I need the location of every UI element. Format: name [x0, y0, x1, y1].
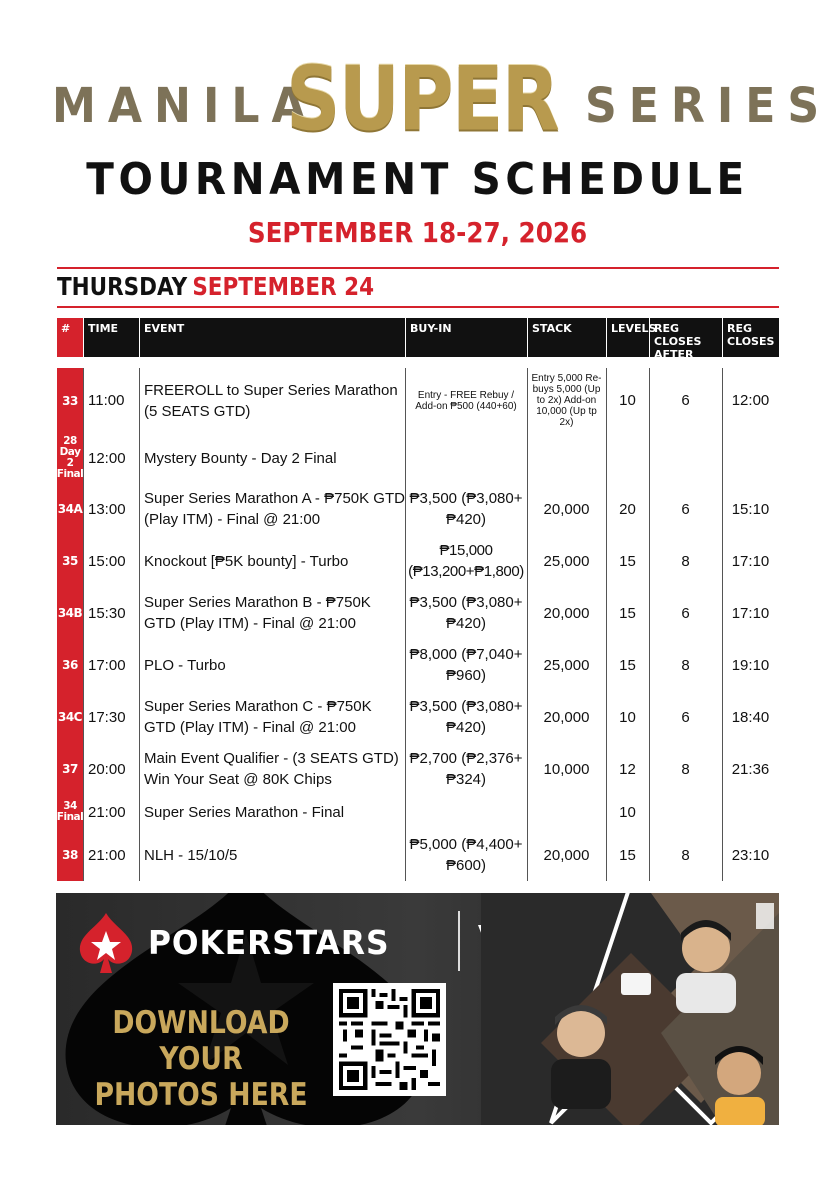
- event-number: 37: [62, 762, 78, 776]
- pokerstars-spade-icon: [76, 911, 136, 977]
- event-reg-closes: 21:36: [731, 760, 770, 778]
- col-header-reg-after-level: REG CLOSES AFTER LEVEL: [649, 318, 722, 357]
- qr-code[interactable]: [333, 983, 446, 1096]
- qr-code-icon: [339, 989, 440, 1090]
- pokerstars-logo: [76, 917, 476, 967]
- event-stack: [527, 433, 606, 483]
- event-levels: 15: [619, 846, 636, 864]
- day-heading: [57, 271, 374, 303]
- table-row: [57, 829, 779, 881]
- col-header-number: #: [57, 318, 83, 357]
- event-stack: 20,000: [543, 500, 590, 518]
- event-number: 34 Final: [56, 800, 84, 823]
- event-reg-after-level: 6: [681, 604, 690, 622]
- event-levels: 10: [619, 803, 636, 821]
- event-reg-after-level: 6: [681, 500, 690, 518]
- event-levels: 12: [619, 760, 636, 778]
- event-buyin: ₱2,700 (₱2,376+₱324): [409, 750, 523, 788]
- event-buyin: [405, 795, 527, 829]
- col-header-levels: LEVELS: [606, 318, 649, 357]
- event-stack: 25,000: [543, 656, 590, 674]
- table-row: [57, 483, 779, 535]
- player-face: [717, 1051, 761, 1095]
- event-reg-after-level: 8: [681, 656, 690, 674]
- brand-right-text: SERIES: [585, 78, 832, 134]
- col-header-event: EVENT: [139, 318, 405, 357]
- event-time: 17:30: [88, 708, 126, 726]
- event-time: 12:00: [88, 449, 126, 467]
- page-title: TOURNAMENT SCHEDULE: [86, 154, 749, 205]
- event-name: Super Series Marathon B - ₱750K GTD (Play ITM) - Final @ 21:00: [144, 594, 371, 632]
- event-reg-after-level: 6: [681, 708, 690, 726]
- table-row: [57, 639, 779, 691]
- schedule-table-header: [57, 318, 779, 374]
- series-dates: SEPTEMBER 18-27, 2026: [247, 216, 588, 249]
- event-reg-closes: 12:00: [731, 392, 770, 409]
- series-logo: [0, 47, 835, 160]
- event-name: PLO - Turbo: [144, 656, 226, 674]
- event-name: NLH - 15/10/5: [144, 846, 238, 864]
- event-reg-after-level: 8: [681, 552, 690, 570]
- col-header-buyin: BUY-IN: [405, 318, 527, 357]
- download-photos-text: DOWNLOAD YOUR PHOTOS HERE: [94, 1005, 308, 1113]
- event-stack: 20,000: [543, 846, 590, 864]
- table-row: [57, 535, 779, 587]
- event-name: Mystery Bounty - Day 2 Final: [144, 449, 337, 467]
- winner-photos-collage: [481, 893, 779, 1125]
- event-levels: 10: [619, 392, 636, 409]
- event-reg-closes: [722, 795, 779, 829]
- top-divider: [57, 267, 779, 269]
- event-stack: 20,000: [543, 604, 590, 622]
- event-time: 13:00: [88, 500, 126, 518]
- event-name: Main Event Qualifier - (3 SEATS GTD) Win Your Seat @ 80K Chips: [144, 750, 399, 788]
- event-reg-closes: 15:10: [731, 500, 770, 518]
- logo-divider: [458, 911, 460, 971]
- event-time: 11:00: [88, 392, 125, 409]
- event-reg-closes: [722, 433, 779, 483]
- event-reg-after-level: 8: [681, 846, 690, 864]
- schedule-table: [57, 368, 779, 881]
- event-stack: 20,000: [543, 708, 590, 726]
- brand-center-text: SUPER: [286, 47, 559, 151]
- event-name: Super Series Marathon - Final: [144, 803, 345, 821]
- event-time: 21:00: [88, 803, 126, 821]
- event-buyin: [405, 433, 527, 483]
- event-buyin: ₱3,500 (₱3,080+₱420): [409, 698, 523, 736]
- event-levels: [606, 433, 649, 483]
- event-number: 28 Day 2 Final: [56, 435, 84, 480]
- event-levels: 20: [619, 500, 636, 518]
- col-header-reg-closes: REG CLOSES: [722, 318, 779, 357]
- event-reg-closes: 19:10: [731, 656, 770, 674]
- event-number: 34C: [57, 710, 82, 724]
- event-name: Super Series Marathon A - ₱750K GTD (Play ITM) - Final @ 21:00: [144, 490, 405, 528]
- col-header-time: TIME: [83, 318, 139, 357]
- event-buyin: ₱3,500 (₱3,080+₱420): [409, 594, 523, 632]
- event-levels: 15: [619, 656, 636, 674]
- event-stack: Entry 5,000 Re-buys 5,000 (Up to 2x) Add-on 10,000 (Up tp 2x): [531, 373, 602, 428]
- event-levels: 15: [619, 552, 636, 570]
- event-time: 21:00: [88, 846, 126, 864]
- table-row: [57, 691, 779, 743]
- event-buyin: ₱5,000 (₱4,400+₱600): [409, 836, 523, 874]
- event-number: 33: [62, 393, 78, 408]
- day-weekday: THURSDAY: [57, 272, 188, 301]
- table-row: [57, 795, 779, 829]
- event-levels: 10: [619, 708, 636, 726]
- brand-left-text: MANILA: [52, 78, 318, 134]
- table-row: [57, 587, 779, 639]
- photo-download-banner[interactable]: [56, 893, 779, 1125]
- event-number: 34B: [57, 606, 83, 620]
- event-buyin: Entry - FREE Rebuy / Add-on ₱500 (440+60): [415, 389, 517, 412]
- event-reg-closes: 17:10: [731, 552, 770, 570]
- day-date: SEPTEMBER 24: [192, 272, 375, 301]
- bottom-divider: [57, 306, 779, 308]
- event-name: Knockout [₱5K bounty] - Turbo: [144, 552, 349, 570]
- event-buyin: ₱3,500 (₱3,080+₱420): [409, 490, 523, 528]
- event-buyin: ₱8,000 (₱7,040+₱960): [409, 646, 523, 684]
- event-reg-closes: 23:10: [731, 846, 770, 864]
- event-stack: 25,000: [543, 552, 590, 570]
- event-number: 38: [62, 848, 78, 862]
- event-reg-after-level: 6: [681, 392, 690, 409]
- event-reg-closes: 18:40: [731, 708, 770, 726]
- event-time: 17:00: [88, 656, 126, 674]
- event-time: 15:30: [88, 604, 126, 622]
- event-reg-after-level: [649, 795, 722, 829]
- table-row: [57, 743, 779, 795]
- event-reg-closes: 17:10: [731, 604, 770, 622]
- event-number: 35: [62, 554, 78, 568]
- event-name: Super Series Marathon C - ₱750K GTD (Play ITM) - Final @ 21:00: [144, 698, 372, 736]
- event-time: 15:00: [88, 552, 126, 570]
- pokerstars-wordmark: POKERSTARS: [148, 923, 390, 962]
- table-row: [57, 433, 779, 483]
- event-name: FREEROLL to Super Series Marathon (5 SEATS GTD): [144, 381, 398, 420]
- event-reg-after-level: [649, 433, 722, 483]
- event-time: 20:00: [88, 760, 126, 778]
- event-buyin: ₱15,000 (₱13,200+₱1,800): [408, 542, 524, 580]
- col-header-stack: STACK: [527, 318, 606, 357]
- event-reg-after-level: 8: [681, 760, 690, 778]
- event-stack: [527, 795, 606, 829]
- event-levels: 15: [619, 604, 636, 622]
- event-stack: 10,000: [543, 760, 590, 778]
- event-number: 34A: [57, 502, 83, 516]
- table-row: [57, 368, 779, 433]
- event-number: 36: [62, 658, 78, 672]
